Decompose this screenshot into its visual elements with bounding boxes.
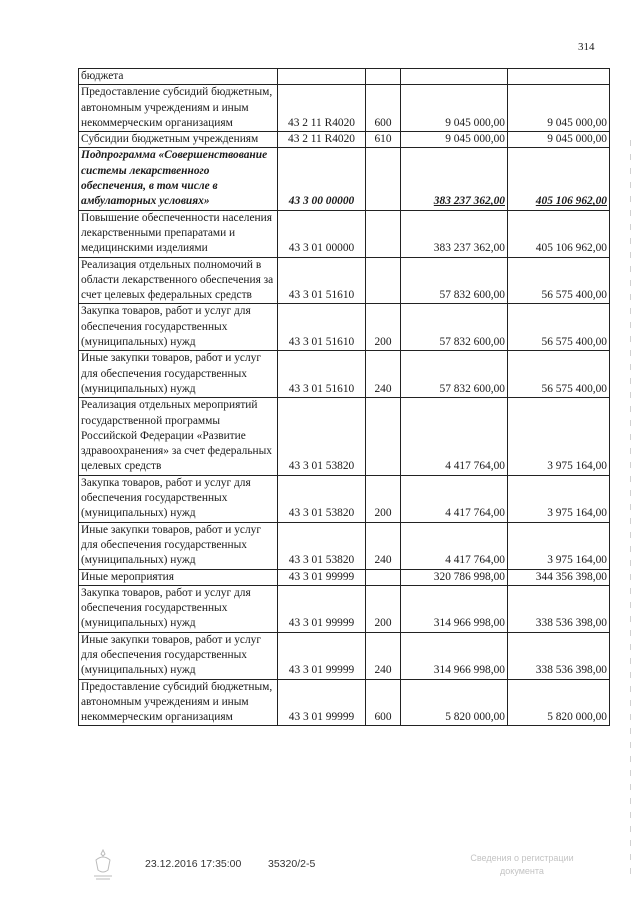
row-amount-2017-cell: 383 237 362,00 (401, 210, 508, 257)
row-expense-type-cell: 600 (366, 85, 401, 132)
table-row (79, 585, 610, 632)
row-amount-2017-cell: 4 417 764,00 (401, 522, 508, 569)
row-name-cell: Подпрограмма «Совершенствование системы лекарственного обеспечения, в том числе в амбулаторных условиях» (79, 148, 278, 210)
row-code-cell: 43 2 11 R4020 (278, 85, 366, 132)
row-expense-type-cell (366, 398, 401, 475)
row-amount-2017-cell: 5 820 000,00 (401, 679, 508, 726)
row-expense-type-cell (366, 148, 401, 210)
footer-doc-number: 35320/2-5 (268, 858, 316, 870)
emblem-icon (92, 848, 114, 882)
row-name-cell: Реализация отдельных мероприятий государственной программы Российской Федерации «Развитие здравоохранения» за счет федеральных целевых средств (79, 398, 278, 475)
row-amount-2018-cell: 5 820 000,00 (508, 679, 610, 726)
registration-stamp (447, 852, 597, 878)
row-name-cell: Предоставление субсидий бюджетным, автономным учреждениям и иным некоммерческим организациям (79, 85, 278, 132)
row-name-cell: Иные мероприятия (79, 569, 278, 585)
budget-table (78, 68, 610, 726)
row-name-cell: Иные закупки товаров, работ и услуг для обеспечения государственных (муниципальных) нужд (79, 351, 278, 398)
row-amount-2017-cell: 320 786 998,00 (401, 569, 508, 585)
row-name-cell: Закупка товаров, работ и услуг для обеспечения государственных (муниципальных) нужд (79, 585, 278, 632)
row-code-cell: 43 3 01 53820 (278, 398, 366, 475)
table-row (79, 351, 610, 398)
stamp-line-1: Сведения о регистрации (470, 853, 574, 863)
row-amount-2017-cell: 314 966 998,00 (401, 585, 508, 632)
row-code-cell: 43 3 01 53820 (278, 475, 366, 522)
row-amount-2018-cell: 344 356 398,00 (508, 569, 610, 585)
table-row (79, 304, 610, 351)
row-name-cell: Закупка товаров, работ и услуг для обеспечения государственных (муниципальных) нужд (79, 304, 278, 351)
table-row (79, 398, 610, 475)
row-amount-2018-cell: 338 536 398,00 (508, 585, 610, 632)
row-code-cell: 43 3 01 51610 (278, 257, 366, 304)
row-amount-2018-cell: 3 975 164,00 (508, 522, 610, 569)
row-code-cell: 43 3 01 51610 (278, 351, 366, 398)
row-expense-type-cell: 600 (366, 679, 401, 726)
row-amount-2018-cell (508, 69, 610, 85)
row-expense-type-cell: 200 (366, 585, 401, 632)
table-row (79, 148, 610, 210)
table-row (79, 475, 610, 522)
row-amount-2017-cell: 383 237 362,00 (401, 148, 508, 210)
row-amount-2017-cell: 4 417 764,00 (401, 398, 508, 475)
row-amount-2018-cell: 56 575 400,00 (508, 351, 610, 398)
page-number: 314 (578, 41, 595, 53)
row-code-cell: 43 3 01 99999 (278, 569, 366, 585)
row-name-cell: Иные закупки товаров, работ и услуг для обеспечения государственных (муниципальных) нужд (79, 632, 278, 679)
row-expense-type-cell: 200 (366, 475, 401, 522)
row-amount-2017-cell: 9 045 000,00 (401, 132, 508, 148)
row-amount-2017-cell (401, 69, 508, 85)
stamp-line-2: документа (500, 866, 544, 876)
row-code-cell: 43 3 01 53820 (278, 522, 366, 569)
table-row (79, 210, 610, 257)
row-amount-2018-cell: 338 536 398,00 (508, 632, 610, 679)
row-code-cell: 43 3 01 99999 (278, 632, 366, 679)
row-expense-type-cell: 610 (366, 132, 401, 148)
row-amount-2018-cell: 3 975 164,00 (508, 475, 610, 522)
row-expense-type-cell (366, 210, 401, 257)
table-row (79, 679, 610, 726)
row-name-cell: Повышение обеспеченности населения лекарственными препаратами и медицинскими изделиями (79, 210, 278, 257)
row-expense-type-cell: 200 (366, 304, 401, 351)
row-expense-type-cell: 240 (366, 522, 401, 569)
table-row (79, 569, 610, 585)
row-amount-2018-cell: 405 106 962,00 (508, 210, 610, 257)
row-amount-2018-cell: 9 045 000,00 (508, 132, 610, 148)
row-amount-2018-cell: 56 575 400,00 (508, 257, 610, 304)
table-row (79, 85, 610, 132)
footer-date: 23.12.2016 17:35:00 (145, 858, 242, 870)
row-amount-2018-cell: 405 106 962,00 (508, 148, 610, 210)
table-row (79, 632, 610, 679)
row-code-cell: 43 3 01 99999 (278, 585, 366, 632)
row-amount-2017-cell: 57 832 600,00 (401, 351, 508, 398)
row-expense-type-cell (366, 69, 401, 85)
row-code-cell: 43 2 11 R4020 (278, 132, 366, 148)
row-amount-2017-cell: 57 832 600,00 (401, 304, 508, 351)
row-expense-type-cell: 240 (366, 632, 401, 679)
row-code-cell: 43 3 01 00000 (278, 210, 366, 257)
row-expense-type-cell (366, 257, 401, 304)
row-amount-2018-cell: 3 975 164,00 (508, 398, 610, 475)
row-amount-2018-cell: 9 045 000,00 (508, 85, 610, 132)
row-expense-type-cell: 240 (366, 351, 401, 398)
row-amount-2018-cell: 56 575 400,00 (508, 304, 610, 351)
row-amount-2017-cell: 9 045 000,00 (401, 85, 508, 132)
scan-edge-mark (630, 140, 631, 880)
row-code-cell: 43 3 00 00000 (278, 148, 366, 210)
row-expense-type-cell (366, 569, 401, 585)
row-name-cell: Субсидии бюджетным учреждениям (79, 132, 278, 148)
row-amount-2017-cell: 4 417 764,00 (401, 475, 508, 522)
row-amount-2017-cell: 314 966 998,00 (401, 632, 508, 679)
table-row (79, 132, 610, 148)
row-name-cell: Реализация отдельных полномочий в области лекарственного обеспечения за счет целевых федеральных средств (79, 257, 278, 304)
row-name-cell: Предоставление субсидий бюджетным, автономным учреждениям и иным некоммерческим организациям (79, 679, 278, 726)
table-row (79, 522, 610, 569)
table-row (79, 257, 610, 304)
row-name-cell: Иные закупки товаров, работ и услуг для обеспечения государственных (муниципальных) нужд (79, 522, 278, 569)
table-row (79, 69, 610, 85)
row-amount-2017-cell: 57 832 600,00 (401, 257, 508, 304)
row-code-cell: 43 3 01 99999 (278, 679, 366, 726)
row-name-cell: Закупка товаров, работ и услуг для обеспечения государственных (муниципальных) нужд (79, 475, 278, 522)
row-name-cell: бюджета (79, 69, 278, 85)
row-code-cell (278, 69, 366, 85)
row-code-cell: 43 3 01 51610 (278, 304, 366, 351)
